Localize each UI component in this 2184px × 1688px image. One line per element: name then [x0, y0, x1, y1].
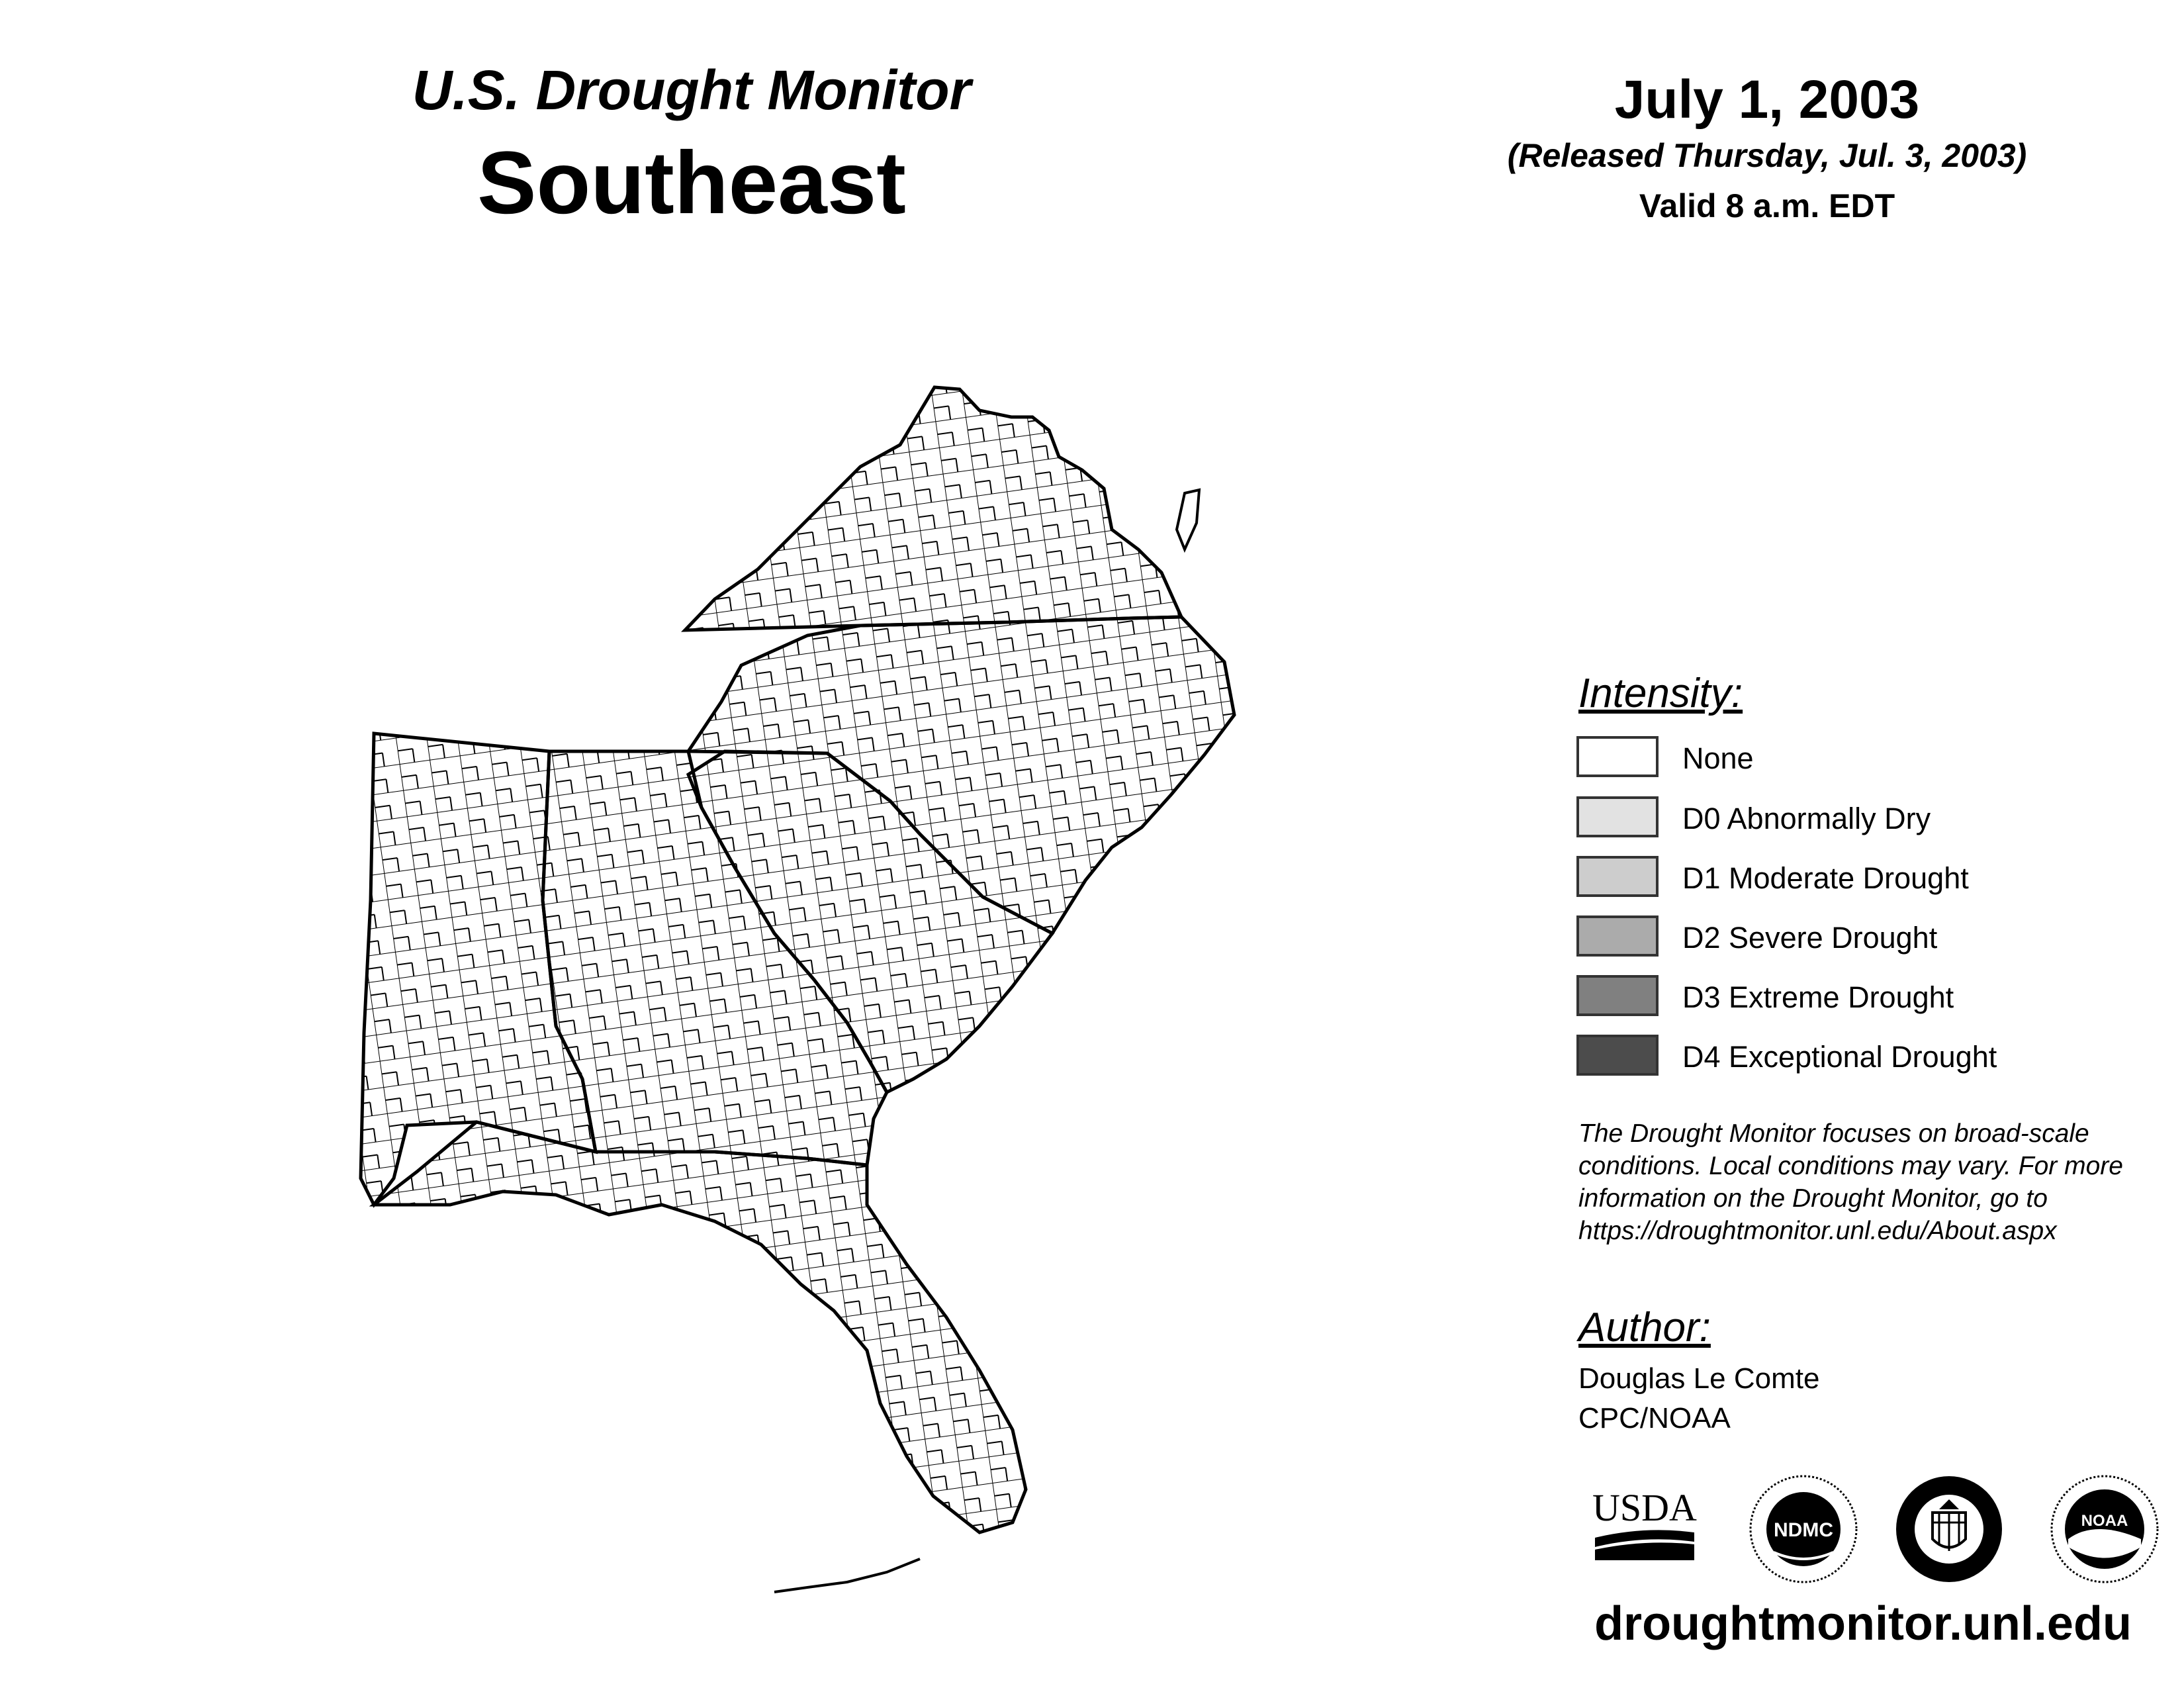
note-line: conditions. Local conditions may vary. For more [1578, 1152, 2123, 1180]
legend-item [1576, 736, 2119, 780]
usda-logo-text: USDA [1592, 1486, 1697, 1529]
author-org: CPC/NOAA [1578, 1402, 1731, 1434]
legend-item [1576, 796, 2119, 840]
legend-heading: Intensity: [1578, 671, 1743, 716]
legend-label: None [1682, 741, 1754, 775]
legend-label: D1 Moderate Drought [1682, 861, 1969, 895]
author-name: Douglas Le Comte [1578, 1362, 1820, 1395]
note-url[interactable]: https://droughtmonitor.unl.edu/About.aspx [1578, 1217, 2057, 1245]
legend-swatch [1576, 856, 1659, 897]
legend-swatch [1576, 975, 1659, 1016]
legend-label: D3 Extreme Drought [1682, 980, 1954, 1014]
legend-item [1576, 1035, 2119, 1078]
region-title: Southeast [477, 134, 906, 232]
delmarva-peninsula [1177, 490, 1199, 549]
legend-item [1576, 915, 2119, 959]
legend-swatch [1576, 796, 1659, 837]
author-heading: Author: [1578, 1305, 1711, 1350]
release-date: (Released Thursday, Jul. 3, 2003) [1507, 137, 2027, 174]
legend-label: D0 Abnormally Dry [1682, 802, 1931, 835]
map-date: July 1, 2003 [1614, 70, 1920, 130]
legend-swatch [1576, 915, 1659, 957]
disclaimer-note [1578, 1117, 2174, 1247]
doc-seal-logo [1893, 1473, 2005, 1585]
noaa-logo [2048, 1473, 2161, 1585]
legend-label: D4 Exceptional Drought [1682, 1040, 1997, 1074]
county-boundaries [344, 371, 1244, 1602]
ndmc-logo-text: NDMC [1774, 1519, 1833, 1541]
noaa-logo-text: NOAA [2081, 1512, 2128, 1530]
legend-item [1576, 975, 2119, 1019]
valid-time: Valid 8 a.m. EDT [1639, 187, 1895, 224]
legend-item [1576, 856, 2119, 900]
southeast-map [344, 371, 1244, 1602]
note-line: The Drought Monitor focuses on broad-scale [1578, 1119, 2089, 1148]
legend-label: D2 Severe Drought [1682, 921, 1938, 955]
ndmc-logo [1747, 1473, 1860, 1585]
note-line: information on the Drought Monitor, go to [1578, 1184, 2048, 1213]
florida-keys [774, 1559, 920, 1592]
usda-logo [1592, 1486, 1698, 1562]
product-title: U.S. Drought Monitor [412, 59, 972, 121]
legend-swatch [1576, 1035, 1659, 1076]
legend-swatch [1576, 736, 1659, 777]
website-link[interactable]: droughtmonitor.unl.edu [1594, 1597, 2132, 1650]
